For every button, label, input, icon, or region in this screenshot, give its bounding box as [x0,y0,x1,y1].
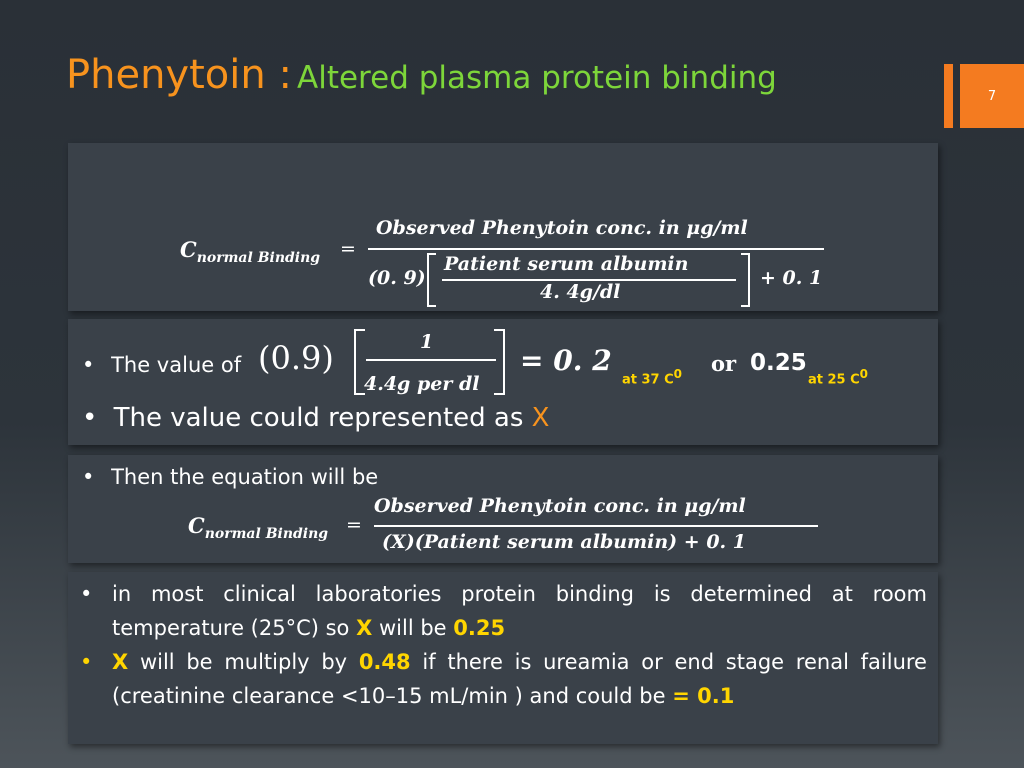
eq1-fraction-line [368,248,824,250]
value-right-bracket [494,329,505,395]
value-frac-num: 1 [420,331,434,353]
title-main: Phenytoin : [66,52,292,98]
page-number-box [960,64,1024,128]
eq1-plus-term: + 0. 1 [760,267,823,289]
value-alt: 0.25 [750,350,807,376]
eq1-equals: = [340,238,356,260]
eq1-right-bracket [741,253,750,307]
bullet-dot: • [82,353,95,377]
represented-x: X [531,403,550,433]
slide-title [66,52,777,98]
equation-panel [68,143,938,311]
represented-text: The value could represented as [113,403,524,433]
eq2-numerator: Observed Phenytoin conc. in μg/ml [374,495,746,517]
eq1-lhs: $C_{normal Binding}$ [180,237,321,267]
bullet-dot: • [82,465,95,489]
eq1-left-bracket [427,253,436,307]
bullet-represented-as [82,403,549,433]
notes-bullet-2: • [80,650,93,674]
bullet-dot: • [82,403,98,433]
notes-bullet-1: • [80,582,93,606]
value-factor: (0.9) [258,339,334,377]
bullet-value-of [82,353,241,377]
eq1-factor: (0. 9) [368,267,426,289]
page-number: 7 [987,88,997,104]
value-panel [68,319,938,445]
bullet-then [82,465,378,489]
equation2-panel [68,455,938,563]
eq2-lhs: $C_{normal Binding}$ [188,513,329,543]
eq2-fraction-line [374,525,818,527]
value-result: = 0. 2 [520,344,612,377]
value-frac-den: 4.4g per dl [364,373,480,395]
note-2: X will be multiply by 0.48 if there is ureamia or end stage renal failure (creatinine clearance <10–15 mL/min ) and could be = 0.1 [112,650,927,708]
eq2-denominator: (X)(Patient serum albumin) + 0. 1 [382,531,746,553]
note-1: in most clinical laboratories protein binding is determined at room temperature (25°C) so X will be 0.25 [112,582,927,640]
then-text: Then the equation will be [111,465,379,489]
notes-panel [68,572,938,744]
value-fraction-line [366,359,496,361]
eq1-inner-numerator: Patient serum albumin [444,253,689,275]
value-temp-37: at 37 $C^0$ [622,367,683,388]
value-temp-25: at 25 $C^0$ [808,367,869,388]
eq1-inner-denominator: 4. 4g/dl [540,281,621,303]
bullet-value-of-text: The value of [111,353,242,377]
eq1-numerator: Observed Phenytoin conc. in μg/ml [376,217,748,239]
title-subtitle: Altered plasma protein binding [297,60,777,96]
value-or: or [711,351,737,376]
eq2-equals: = [346,514,362,536]
decor-bar-left [944,64,953,128]
